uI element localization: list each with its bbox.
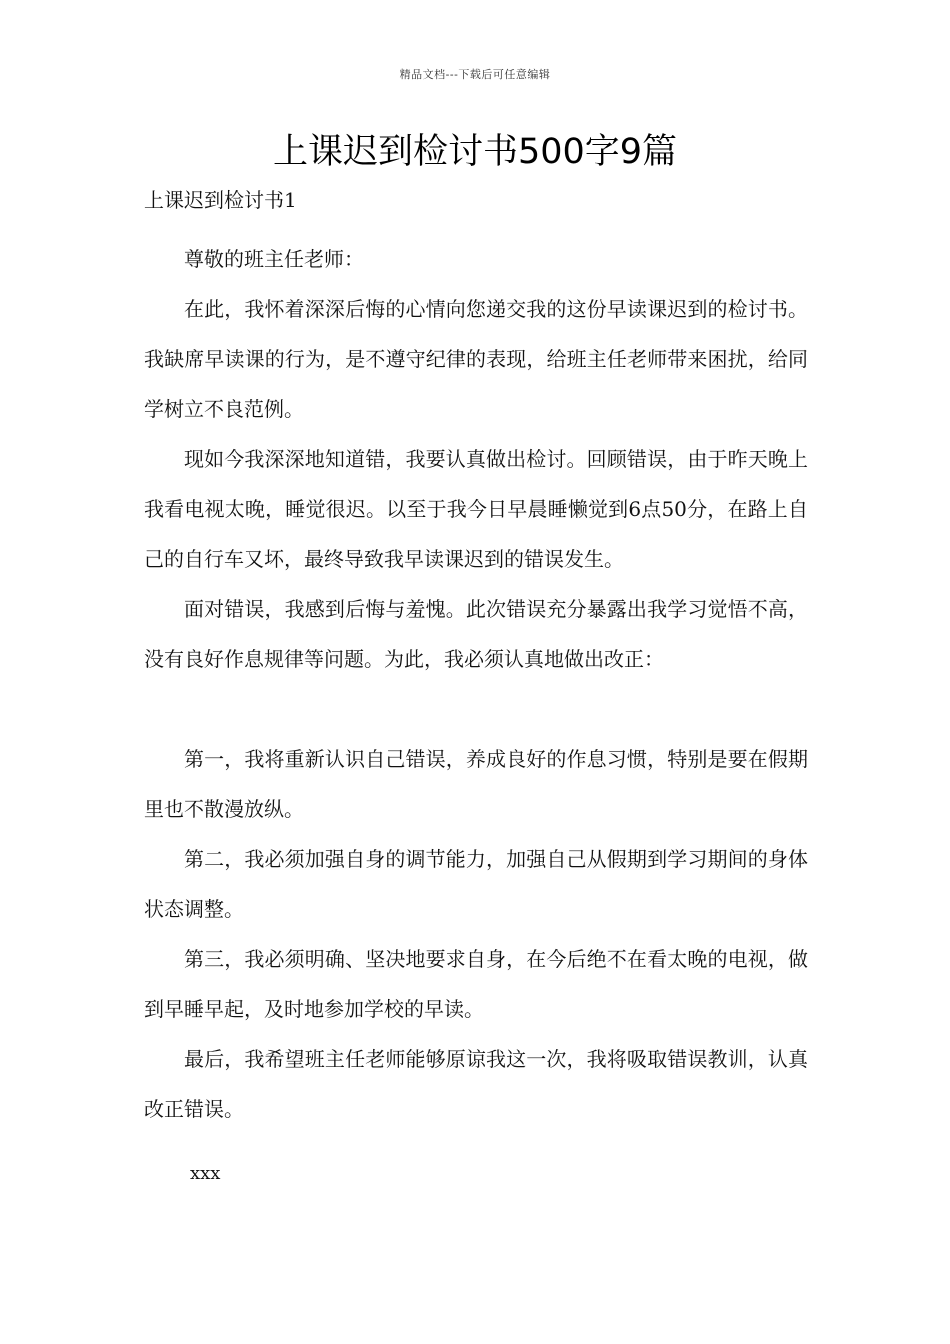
signature: xxx [190,1163,221,1184]
section-heading: 上课迟到检讨书1 [144,188,297,212]
document-body [144,184,808,1190]
salutation: 尊敬的班主任老师： [184,247,364,271]
paragraph-apology: 在此，我怀着深深后悔的心情向您递交我的这份早读课迟到的检讨书。我缺席早读课的行为，是不遵守纪律的表现，给班主任老师带来困扰，给同学树立不良范例。 [144,297,808,421]
paragraph-conclusion: 最后，我希望班主任老师能够原谅我这一次，我将吸取错误教训，认真改正错误。 [144,1047,808,1121]
paragraph-third-measure: 第三，我必须明确、坚决地要求自身，在今后绝不在看太晚的电视，做到早睡早起，及时地参加学校的早读。 [144,947,808,1021]
document-title: 上课迟到检讨书500字9篇 [272,132,678,172]
paragraph-reason: 现如今我深深地知道错，我要认真做出检讨。回顾错误，由于昨天晚上我看电视太晚，睡觉很迟。以至于我今日早晨睡懒觉到6点50分，在路上自己的自行车又坏，最终导致我早读课迟到的错误发生。 [144,447,808,571]
paragraph-reflection: 面对错误，我感到后悔与羞愧。此次错误充分暴露出我学习觉悟不高，没有良好作息规律等问题。为此，我必须认真地做出改正： [144,597,808,671]
paragraph-second-measure: 第二，我必须加强自身的调节能力，加强自己从假期到学习期间的身体状态调整。 [144,847,808,921]
paragraph-first-measure: 第一，我将重新认识自己错误，养成良好的作息习惯，特别是要在假期里也不散漫放纵。 [144,747,808,821]
header-note: 精品文档---下载后可任意编辑 [399,68,551,81]
